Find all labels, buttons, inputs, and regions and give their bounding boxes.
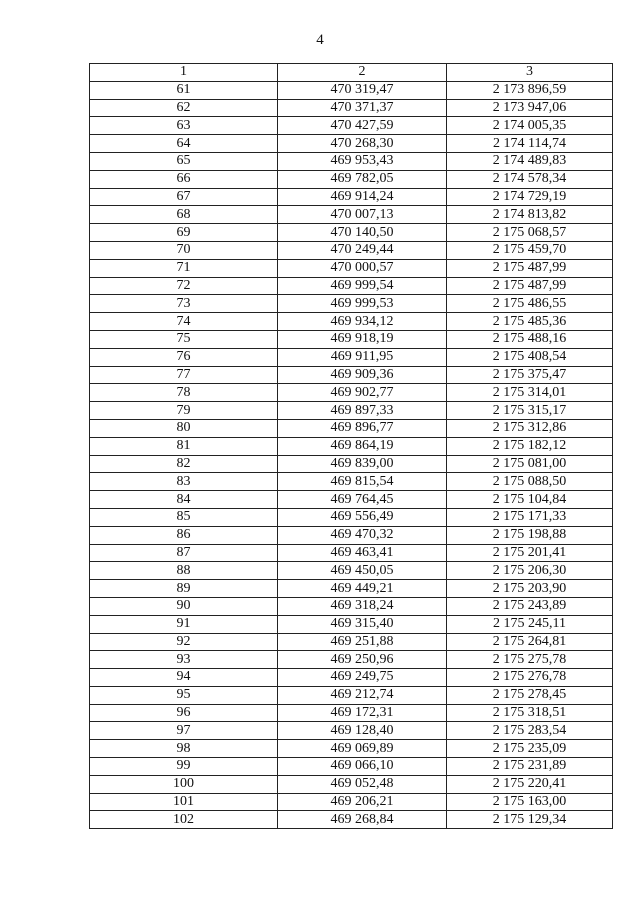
cell-point-number: 92	[90, 633, 278, 651]
cell-y-coordinate: 2 173 947,06	[447, 99, 613, 117]
cell-point-number: 69	[90, 224, 278, 242]
table-row	[90, 295, 613, 313]
cell-point-number: 73	[90, 295, 278, 313]
cell-point-number: 66	[90, 170, 278, 188]
cell-x-coordinate: 469 052,48	[278, 775, 447, 793]
table-row	[90, 473, 613, 491]
table-row	[90, 669, 613, 687]
cell-point-number: 63	[90, 117, 278, 135]
cell-y-coordinate: 2 175 487,99	[447, 277, 613, 295]
table-row	[90, 686, 613, 704]
cell-x-coordinate: 469 896,77	[278, 419, 447, 437]
table-row	[90, 651, 613, 669]
cell-x-coordinate: 469 449,21	[278, 580, 447, 598]
table-row	[90, 508, 613, 526]
cell-y-coordinate: 2 175 081,00	[447, 455, 613, 473]
cell-x-coordinate: 469 069,89	[278, 740, 447, 758]
cell-x-coordinate: 469 782,05	[278, 170, 447, 188]
cell-point-number: 101	[90, 793, 278, 811]
table-row	[90, 811, 613, 829]
cell-x-coordinate: 470 000,57	[278, 259, 447, 277]
table-row	[90, 117, 613, 135]
cell-x-coordinate: 469 268,84	[278, 811, 447, 829]
cell-y-coordinate: 2 174 489,83	[447, 152, 613, 170]
cell-point-number: 96	[90, 704, 278, 722]
cell-y-coordinate: 2 175 220,41	[447, 775, 613, 793]
cell-y-coordinate: 2 175 104,84	[447, 491, 613, 509]
cell-y-coordinate: 2 175 318,51	[447, 704, 613, 722]
cell-x-coordinate: 469 902,77	[278, 384, 447, 402]
table-row	[90, 259, 613, 277]
cell-x-coordinate: 469 066,10	[278, 758, 447, 776]
cell-y-coordinate: 2 175 487,99	[447, 259, 613, 277]
cell-y-coordinate: 2 175 459,70	[447, 241, 613, 259]
column-header-y: 3	[447, 64, 613, 82]
cell-y-coordinate: 2 175 243,89	[447, 597, 613, 615]
cell-y-coordinate: 2 175 408,54	[447, 348, 613, 366]
cell-x-coordinate: 469 250,96	[278, 651, 447, 669]
cell-x-coordinate: 469 556,49	[278, 508, 447, 526]
cell-y-coordinate: 2 174 578,34	[447, 170, 613, 188]
cell-y-coordinate: 2 175 203,90	[447, 580, 613, 598]
cell-x-coordinate: 469 911,95	[278, 348, 447, 366]
cell-point-number: 75	[90, 330, 278, 348]
cell-y-coordinate: 2 175 245,11	[447, 615, 613, 633]
cell-y-coordinate: 2 174 005,35	[447, 117, 613, 135]
table-body	[90, 81, 613, 828]
table-row	[90, 135, 613, 153]
cell-y-coordinate: 2 175 231,89	[447, 758, 613, 776]
cell-y-coordinate: 2 175 198,88	[447, 526, 613, 544]
cell-x-coordinate: 469 470,32	[278, 526, 447, 544]
table-row	[90, 615, 613, 633]
table-row	[90, 491, 613, 509]
cell-point-number: 68	[90, 206, 278, 224]
cell-point-number: 82	[90, 455, 278, 473]
cell-x-coordinate: 469 315,40	[278, 615, 447, 633]
cell-point-number: 62	[90, 99, 278, 117]
table-row	[90, 562, 613, 580]
cell-point-number: 80	[90, 419, 278, 437]
table-row	[90, 580, 613, 598]
cell-point-number: 85	[90, 508, 278, 526]
cell-point-number: 71	[90, 259, 278, 277]
cell-x-coordinate: 469 450,05	[278, 562, 447, 580]
cell-point-number: 72	[90, 277, 278, 295]
cell-x-coordinate: 470 268,30	[278, 135, 447, 153]
cell-y-coordinate: 2 175 264,81	[447, 633, 613, 651]
cell-y-coordinate: 2 175 315,17	[447, 402, 613, 420]
cell-x-coordinate: 469 128,40	[278, 722, 447, 740]
column-header-point-number: 1	[90, 64, 278, 82]
cell-y-coordinate: 2 175 314,01	[447, 384, 613, 402]
cell-point-number: 90	[90, 597, 278, 615]
table-row	[90, 330, 613, 348]
cell-point-number: 87	[90, 544, 278, 562]
cell-x-coordinate: 469 909,36	[278, 366, 447, 384]
table-row	[90, 402, 613, 420]
cell-x-coordinate: 469 212,74	[278, 686, 447, 704]
cell-y-coordinate: 2 175 278,45	[447, 686, 613, 704]
cell-y-coordinate: 2 175 486,55	[447, 295, 613, 313]
cell-y-coordinate: 2 173 896,59	[447, 81, 613, 99]
table-row	[90, 384, 613, 402]
cell-y-coordinate: 2 175 488,16	[447, 330, 613, 348]
cell-y-coordinate: 2 174 813,82	[447, 206, 613, 224]
table-row	[90, 188, 613, 206]
cell-point-number: 86	[90, 526, 278, 544]
cell-point-number: 89	[90, 580, 278, 598]
table-row	[90, 419, 613, 437]
cell-y-coordinate: 2 175 068,57	[447, 224, 613, 242]
table-row	[90, 526, 613, 544]
cell-point-number: 65	[90, 152, 278, 170]
coordinates-table	[89, 63, 613, 829]
cell-point-number: 67	[90, 188, 278, 206]
cell-x-coordinate: 469 318,24	[278, 597, 447, 615]
cell-y-coordinate: 2 175 171,33	[447, 508, 613, 526]
cell-point-number: 94	[90, 669, 278, 687]
table-row	[90, 437, 613, 455]
cell-point-number: 74	[90, 313, 278, 331]
cell-point-number: 91	[90, 615, 278, 633]
table-row	[90, 775, 613, 793]
cell-x-coordinate: 469 897,33	[278, 402, 447, 420]
column-header-x: 2	[278, 64, 447, 82]
cell-point-number: 95	[90, 686, 278, 704]
table-row	[90, 366, 613, 384]
cell-point-number: 98	[90, 740, 278, 758]
cell-y-coordinate: 2 175 163,00	[447, 793, 613, 811]
cell-y-coordinate: 2 175 201,41	[447, 544, 613, 562]
table-row	[90, 704, 613, 722]
cell-point-number: 99	[90, 758, 278, 776]
cell-point-number: 76	[90, 348, 278, 366]
page-number: 4	[316, 32, 324, 48]
cell-x-coordinate: 469 764,45	[278, 491, 447, 509]
cell-x-coordinate: 470 007,13	[278, 206, 447, 224]
cell-x-coordinate: 469 918,19	[278, 330, 447, 348]
table-row	[90, 313, 613, 331]
cell-y-coordinate: 2 175 485,36	[447, 313, 613, 331]
table-row	[90, 81, 613, 99]
cell-x-coordinate: 469 815,54	[278, 473, 447, 491]
cell-y-coordinate: 2 175 206,30	[447, 562, 613, 580]
cell-x-coordinate: 469 839,00	[278, 455, 447, 473]
cell-y-coordinate: 2 175 375,47	[447, 366, 613, 384]
cell-point-number: 81	[90, 437, 278, 455]
table-row	[90, 99, 613, 117]
cell-point-number: 88	[90, 562, 278, 580]
cell-x-coordinate: 470 427,59	[278, 117, 447, 135]
cell-point-number: 64	[90, 135, 278, 153]
cell-x-coordinate: 469 249,75	[278, 669, 447, 687]
table-row	[90, 455, 613, 473]
cell-y-coordinate: 2 175 182,12	[447, 437, 613, 455]
table-row	[90, 633, 613, 651]
cell-x-coordinate: 469 914,24	[278, 188, 447, 206]
table-row	[90, 206, 613, 224]
cell-y-coordinate: 2 175 235,09	[447, 740, 613, 758]
table-row	[90, 544, 613, 562]
cell-x-coordinate: 470 371,37	[278, 99, 447, 117]
table-row	[90, 722, 613, 740]
cell-point-number: 77	[90, 366, 278, 384]
table-row	[90, 224, 613, 242]
cell-x-coordinate: 469 934,12	[278, 313, 447, 331]
table-row	[90, 241, 613, 259]
cell-x-coordinate: 470 140,50	[278, 224, 447, 242]
table-row	[90, 348, 613, 366]
cell-point-number: 84	[90, 491, 278, 509]
cell-y-coordinate: 2 175 276,78	[447, 669, 613, 687]
cell-point-number: 97	[90, 722, 278, 740]
table-header-row	[90, 64, 613, 82]
cell-point-number: 61	[90, 81, 278, 99]
cell-x-coordinate: 469 206,21	[278, 793, 447, 811]
cell-x-coordinate: 469 953,43	[278, 152, 447, 170]
cell-x-coordinate: 469 463,41	[278, 544, 447, 562]
cell-point-number: 83	[90, 473, 278, 491]
cell-y-coordinate: 2 174 729,19	[447, 188, 613, 206]
cell-point-number: 93	[90, 651, 278, 669]
cell-y-coordinate: 2 175 312,86	[447, 419, 613, 437]
cell-x-coordinate: 470 249,44	[278, 241, 447, 259]
cell-y-coordinate: 2 175 283,54	[447, 722, 613, 740]
table-row	[90, 597, 613, 615]
cell-y-coordinate: 2 175 275,78	[447, 651, 613, 669]
cell-x-coordinate: 469 999,53	[278, 295, 447, 313]
cell-point-number: 100	[90, 775, 278, 793]
cell-point-number: 70	[90, 241, 278, 259]
cell-y-coordinate: 2 174 114,74	[447, 135, 613, 153]
table-row	[90, 740, 613, 758]
cell-y-coordinate: 2 175 088,50	[447, 473, 613, 491]
cell-point-number: 79	[90, 402, 278, 420]
cell-x-coordinate: 469 251,88	[278, 633, 447, 651]
cell-x-coordinate: 469 172,31	[278, 704, 447, 722]
cell-x-coordinate: 470 319,47	[278, 81, 447, 99]
cell-x-coordinate: 469 999,54	[278, 277, 447, 295]
table-row	[90, 758, 613, 776]
cell-point-number: 102	[90, 811, 278, 829]
table-row	[90, 277, 613, 295]
table-row	[90, 170, 613, 188]
table-row	[90, 793, 613, 811]
cell-point-number: 78	[90, 384, 278, 402]
table-row	[90, 152, 613, 170]
cell-x-coordinate: 469 864,19	[278, 437, 447, 455]
cell-y-coordinate: 2 175 129,34	[447, 811, 613, 829]
